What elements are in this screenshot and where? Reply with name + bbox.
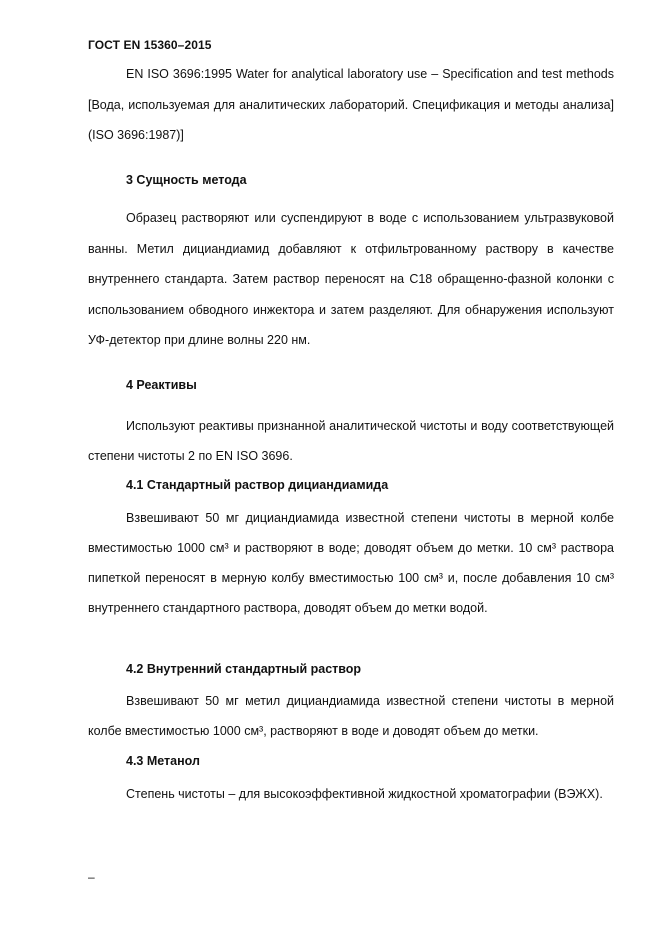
section-4-3-body: Степень чистоты – для высокоэффективной жидкостной хроматографии (ВЭЖХ).	[126, 787, 603, 801]
standard-designation: ГОСТ EN 15360–2015	[88, 38, 212, 52]
section-4-2-heading: 4.2 Внутренний стандартный раствор	[126, 662, 362, 676]
section-4-heading: 4 Реактивы	[126, 378, 197, 392]
page-footer-mark: –	[88, 870, 95, 884]
section-4-2-body: Взвешивают 50 мг метил дициандиамида известной степени чистоты в мерной колбе вместимостью 1000 см³, растворяют в воде и доводят объем до метки.	[88, 694, 614, 738]
normative-reference-paragraph: EN ISO 3696:1995 Water for analytical laboratory use – Specification and test methods [Вода, используемая для аналитических лабораторий. Спецификация и методы анализа] (ISO 3696:1987)]	[88, 67, 614, 142]
section-3-heading: 3 Сущность метода	[126, 173, 247, 187]
section-4-body: Используют реактивы признанной аналитической чистоты и воду соответствующей степени чистоты 2 по EN ISO 3696.	[88, 419, 614, 463]
section-4-1-body: Взвешивают 50 мг дициандиамида известной степени чистоты в мерной колбе вместимостью 1000 см³ и растворяют в воде; доводят объем до метки. 10 см³ раствора пипеткой переносят в мерную колбу вместимостью 100 см³ и, после добавления 10 см³ внутреннего стандартного раствора, доводят объем до метки водой.	[88, 511, 614, 615]
section-4-3-heading: 4.3 Метанол	[126, 754, 200, 768]
section-3-body: Образец растворяют или суспендируют в воде с использованием ультразвуковой ванны. Метил дициандиамид добавляют к отфильтрованному раствору в качестве внутреннего стандарта. Затем раствор переносят на С18 обращенно-фазной колонки с использованием обводного инжектора и затем разделяют. Для обнаружения используют УФ-детектор при длине волны 220 нм.	[88, 211, 614, 347]
section-4-1-heading: 4.1 Стандартный раствор дициандиамида	[126, 478, 389, 492]
